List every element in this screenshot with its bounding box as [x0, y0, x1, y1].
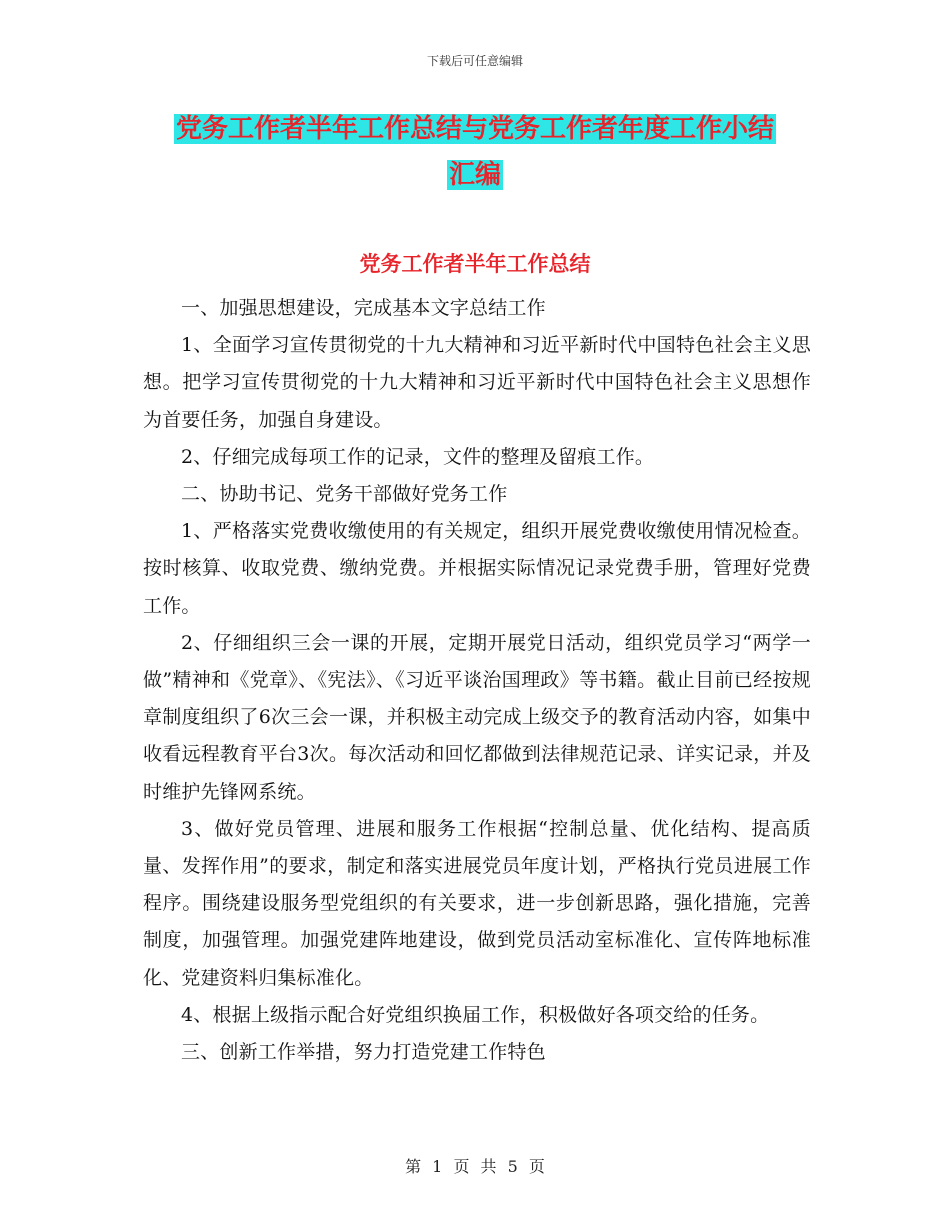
section-title: 党务工作者半年工作总结: [359, 251, 591, 276]
paragraph: 1、严格落实党费收缴使用的有关规定，组织开展党费收缴使用情况检查。按时核算、收取党费、缴纳党费。并根据实际情况记录党费手册，管理好党费工作。: [143, 520, 811, 617]
title-highlight-1: 党务工作者半年工作总结与党务工作者年度工作小结: [175, 114, 774, 144]
title-highlight-2: 汇编: [448, 160, 501, 190]
paragraph: 三、创新工作举措，努力打造党建工作特色: [181, 1041, 546, 1064]
paragraph: 一、加强思想建设，完成基本文字总结工作: [181, 297, 546, 319]
paragraph: 3、做好党员管理、进展和服务工作根据“控制总量、优化结构、提高质量、发挥作用”的要求，制定和落实进展党员年度计划，严格执行党员进展工作程序。围绕建设服务型党组织的有关要求，进一步创新思路，强化措施，完善制度，加强管理。加强党建阵地建设，做到党员活动室标准化、宣传阵地标准化、党建资料归集标准化。: [143, 817, 811, 989]
paragraph: 二、协助书记、党务干部做好党务工作: [181, 483, 508, 506]
header-note: 下载后可任意编辑: [426, 54, 523, 68]
paragraph: 2、仔细完成每项工作的记录，文件的整理及留痕工作。: [181, 445, 655, 468]
page-footer: 第 1 页 共 5 页: [405, 1157, 545, 1176]
document-title-line-1: [0, 112, 950, 146]
paragraph: 4、根据上级指示配合好党组织换届工作，积极做好各项交给的任务。: [181, 1003, 770, 1026]
paragraph: 1、全面学习宣传贯彻党的十九大精神和习近平新时代中国特色社会主义思想。把学习宣传贯彻党的十九大精神和习近平新时代中国特色社会主义思想作为首要任务，加强自身建设。: [143, 334, 811, 431]
document-body: [143, 290, 811, 1071]
paragraph: 2、仔细组织三会一课的开展，定期开展党日活动，组织党员学习“两学一做”精神和《党章》、《宪法》、《习近平谈治国理政》等书籍。截止目前已经按规章制度组织了6次三会一课，并积极主动完成上级交予的教育活动内容，如集中收看远程教育平台3次。每次活动和回忆都做到法律规范记录、详实记录，并及时维护先锋网系统。: [143, 631, 811, 803]
document-title-line-2: [0, 158, 950, 192]
